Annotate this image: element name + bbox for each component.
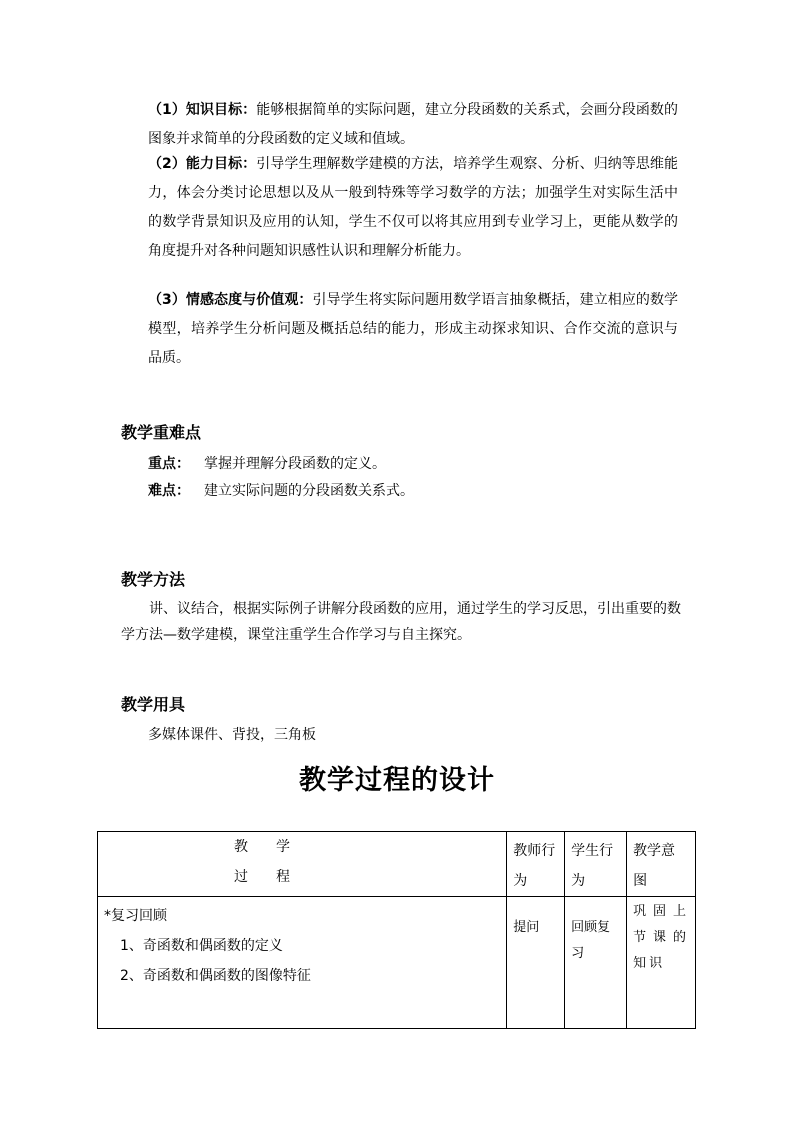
focus-label: 重点： xyxy=(148,456,190,472)
difficulty-line xyxy=(148,481,414,501)
header-intent: 教学意图 xyxy=(627,832,696,897)
header-process-line1: 教 学 xyxy=(234,839,290,855)
table-header-row xyxy=(98,832,696,897)
objective-knowledge xyxy=(148,96,678,154)
objective-attitude-label: （3）情感态度与价值观： xyxy=(148,292,313,308)
difficulty-text: 建立实际问题的分段函数关系式。 xyxy=(204,483,414,499)
objective-attitude-text: 引导学生将实际问题用数学语言抽象概括，建立相应的数学模型，培养学生分析问题及概括总结的能力，形成主动探求知识、合作交流的意识与品质。 xyxy=(148,292,679,366)
objective-ability-text: 引导学生理解数学建模的方法，培养学生观察、分析、归纳等思维能力，体会分类讨论思想以及从一般到特殊等学习数学的方法；加强学生对实际生活中的数学背景知识及应用的认知，学生不仅可以将其应用到专业学习上，更能从数学的角度提升对各种问题知识感性认识和理解分析能力。 xyxy=(148,156,678,259)
focus-line xyxy=(148,454,386,474)
method-heading: 教学方法 xyxy=(121,570,186,589)
header-process xyxy=(98,832,507,897)
tools-text: 多媒体课件、背投，三角板 xyxy=(148,727,316,743)
header-student: 学生行为 xyxy=(565,832,627,897)
row-student: 回顾复习 xyxy=(565,897,627,1029)
objective-knowledge-label: （1）知识目标： xyxy=(148,102,257,118)
row-process xyxy=(98,897,507,1029)
tools-heading: 教学用具 xyxy=(121,695,186,714)
row-process-item: 2、奇函数和偶函数的图像特征 xyxy=(120,968,311,984)
row-teacher: 提问 xyxy=(507,897,565,1029)
table-row xyxy=(98,897,696,1029)
header-process-line2: 过 程 xyxy=(234,869,290,885)
objective-knowledge-text: 能够根据简单的实际问题，建立分段函数的关系式，会画分段函数的图象并求简单的分段函数的定义域和值域。 xyxy=(148,102,678,147)
header-teacher: 教师行为 xyxy=(507,832,565,897)
process-table xyxy=(97,831,696,1029)
row-intent: 巩固上节课的知识 xyxy=(627,897,696,1029)
row-process-title: *复习回顾 xyxy=(104,908,167,924)
key-points-heading: 教学重难点 xyxy=(121,423,202,442)
difficulty-label: 难点： xyxy=(148,483,190,499)
objective-attitude xyxy=(148,286,678,373)
objective-ability-label: （2）能力目标： xyxy=(148,156,257,172)
method-text: 讲、议结合，根据实际例子讲解分段函数的应用，通过学生的学习反思，引出重要的数学方法—数学建模，课堂注重学生合作学习与自主探究。 xyxy=(121,601,681,643)
row-process-item: 1、奇函数和偶函数的定义 xyxy=(120,938,283,954)
design-title: 教学过程的设计 xyxy=(299,765,495,796)
focus-text: 掌握并理解分段函数的定义。 xyxy=(204,456,386,472)
objective-ability xyxy=(148,150,678,266)
